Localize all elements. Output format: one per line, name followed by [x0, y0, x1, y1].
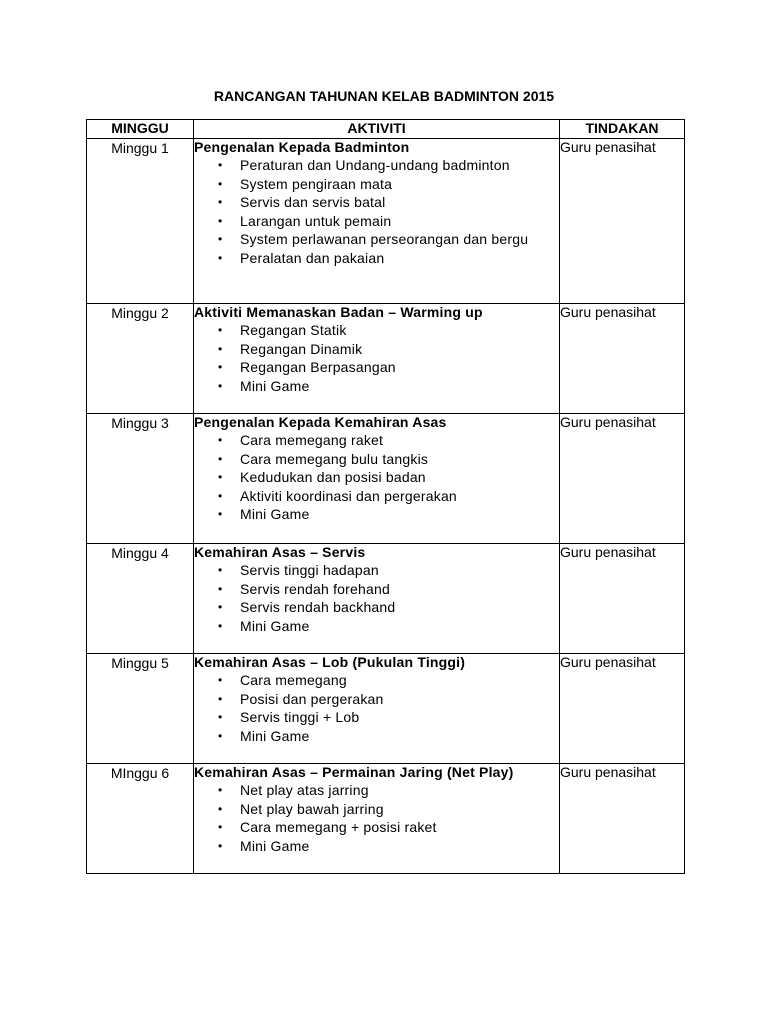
list-item-text: Regangan Statik: [240, 322, 347, 338]
list-item: [194, 598, 559, 617]
list-item: [194, 377, 559, 396]
annual-plan-table: [86, 119, 685, 874]
bullet-icon: •: [218, 563, 223, 577]
activity-cell: [194, 414, 560, 544]
bullet-icon: •: [218, 600, 223, 614]
list-item-text: Servis rendah backhand: [240, 599, 396, 615]
action-cell: Guru penasihat: [560, 654, 685, 764]
list-item-text: Kedudukan dan posisi badan: [240, 469, 426, 485]
bullet-icon: •: [218, 820, 223, 834]
list-item-text: Posisi dan pergerakan: [240, 690, 384, 707]
activity-list: [194, 671, 559, 745]
list-item-text: Servis dan servis batal: [240, 194, 386, 210]
bullet-icon: •: [218, 691, 223, 706]
header-week: MINGGU: [87, 120, 194, 139]
week-cell: Minggu 1: [87, 139, 194, 304]
bullet-icon: •: [218, 470, 223, 484]
list-item-text: Servis tinggi + Lob: [240, 709, 360, 725]
bullet-icon: •: [218, 433, 223, 447]
activity-heading: Kemahiran Asas – Lob (Pukulan Tinggi): [194, 654, 466, 670]
list-item-text: Regangan Berpasangan: [240, 359, 396, 375]
activity-cell: [194, 304, 560, 414]
bullet-icon: •: [218, 158, 223, 172]
activity-list: [194, 321, 559, 395]
list-item-text: Mini Game: [240, 377, 310, 394]
bullet-icon: •: [218, 213, 223, 228]
list-item: [194, 561, 559, 580]
activity-heading: Pengenalan Kepada Kemahiran Asas: [194, 414, 447, 430]
bullet-icon: •: [218, 710, 223, 724]
action-cell: Guru penasihat: [560, 544, 685, 654]
bullet-icon: •: [218, 801, 223, 816]
table-row: [87, 414, 685, 544]
bullet-icon: •: [218, 341, 223, 356]
list-item-text: Cara memegang: [240, 672, 347, 688]
activity-heading: Kemahiran Asas – Permainan Jaring (Net Play): [194, 764, 514, 780]
list-item: [194, 487, 559, 506]
list-item: [194, 212, 559, 231]
activity-heading: Pengenalan Kepada Badminton: [194, 139, 410, 155]
list-item: [194, 340, 559, 359]
list-item: [194, 580, 559, 599]
bullet-icon: •: [218, 728, 223, 743]
header-activity: AKTIVITI: [194, 120, 560, 139]
bullet-icon: •: [218, 488, 223, 503]
list-item: [194, 690, 559, 709]
list-item-text: Cara memegang + posisi raket: [240, 819, 437, 835]
list-item: [194, 671, 559, 690]
list-item: [194, 450, 559, 469]
bullet-icon: •: [218, 581, 223, 596]
bullet-icon: •: [218, 195, 223, 209]
activity-list: [194, 561, 559, 635]
bullet-icon: •: [218, 783, 223, 797]
bullet-icon: •: [218, 378, 223, 393]
activity-cell: [194, 139, 560, 304]
list-item: [194, 708, 559, 727]
header-action: TINDAKAN: [560, 120, 685, 139]
action-cell: Guru penasihat: [560, 304, 685, 414]
list-item: [194, 617, 559, 636]
bullet-icon: •: [218, 618, 223, 633]
list-item: [194, 727, 559, 746]
list-item: [194, 156, 559, 175]
list-item-text: System pengiraan mata: [240, 175, 393, 192]
list-item-text: Cara memegang raket: [240, 432, 384, 448]
bullet-icon: •: [218, 838, 223, 853]
activity-cell: [194, 544, 560, 654]
table-row: [87, 764, 685, 874]
list-item: [194, 358, 559, 377]
activity-list: [194, 156, 559, 267]
bullet-icon: •: [218, 673, 223, 687]
list-item-text: Net play bawah jarring: [240, 800, 384, 817]
activity-heading: Kemahiran Asas – Servis: [194, 544, 366, 560]
list-item: [194, 505, 559, 524]
list-item: [194, 175, 559, 194]
week-cell: Minggu 2: [87, 304, 194, 414]
list-item-text: System perlawanan perseorangan dan bergu: [240, 231, 529, 247]
action-cell: Guru penasihat: [560, 414, 685, 544]
bullet-icon: •: [218, 507, 223, 521]
list-item: [194, 781, 559, 800]
activity-heading: Aktiviti Memanaskan Badan – Warming up: [194, 304, 483, 320]
list-item-text: Mini Game: [240, 727, 310, 744]
bullet-icon: •: [218, 323, 223, 337]
action-cell: Guru penasihat: [560, 139, 685, 304]
list-item: [194, 193, 559, 212]
activity-cell: [194, 764, 560, 874]
week-cell: Minggu 4: [87, 544, 194, 654]
list-item-text: Servis tinggi hadapan: [240, 562, 379, 578]
activity-cell: [194, 654, 560, 764]
week-cell: Minggu 5: [87, 654, 194, 764]
list-item-text: Mini Game: [240, 837, 310, 854]
list-item-text: Mini Game: [240, 617, 310, 634]
activity-list: [194, 781, 559, 855]
action-cell: Guru penasihat: [560, 764, 685, 874]
list-item: [194, 800, 559, 819]
list-item: [194, 321, 559, 340]
week-cell: MInggu 6: [87, 764, 194, 874]
list-item-text: Peraturan dan Undang-undang badminton: [240, 157, 510, 173]
document-title: RANCANGAN TAHUNAN KELAB BADMINTON 2015: [213, 88, 555, 104]
activity-list: [194, 431, 559, 524]
list-item: [194, 837, 559, 856]
list-item: [194, 230, 559, 249]
list-item-text: Aktiviti koordinasi dan pergerakan: [240, 487, 457, 504]
bullet-icon: •: [218, 360, 223, 374]
bullet-icon: •: [218, 250, 223, 265]
list-item-text: Mini Game: [240, 506, 310, 522]
week-cell: Minggu 3: [87, 414, 194, 544]
list-item-text: Cara memegang bulu tangkis: [240, 450, 429, 467]
header-row: [87, 120, 685, 139]
table-row: [87, 654, 685, 764]
table-row: [87, 139, 685, 304]
list-item-text: Larangan untuk pemain: [240, 212, 392, 229]
list-item-text: Net play atas jarring: [240, 782, 369, 798]
list-item-text: Regangan Dinamik: [240, 340, 363, 357]
bullet-icon: •: [218, 232, 223, 246]
table-row: [87, 544, 685, 654]
list-item: [194, 249, 559, 268]
list-item: [194, 468, 559, 487]
table-row: [87, 304, 685, 414]
bullet-icon: •: [218, 176, 223, 191]
list-item-text: Peralatan dan pakaian: [240, 249, 385, 266]
list-item: [194, 431, 559, 450]
bullet-icon: •: [218, 451, 223, 466]
list-item-text: Servis rendah forehand: [240, 580, 390, 597]
list-item: [194, 818, 559, 837]
